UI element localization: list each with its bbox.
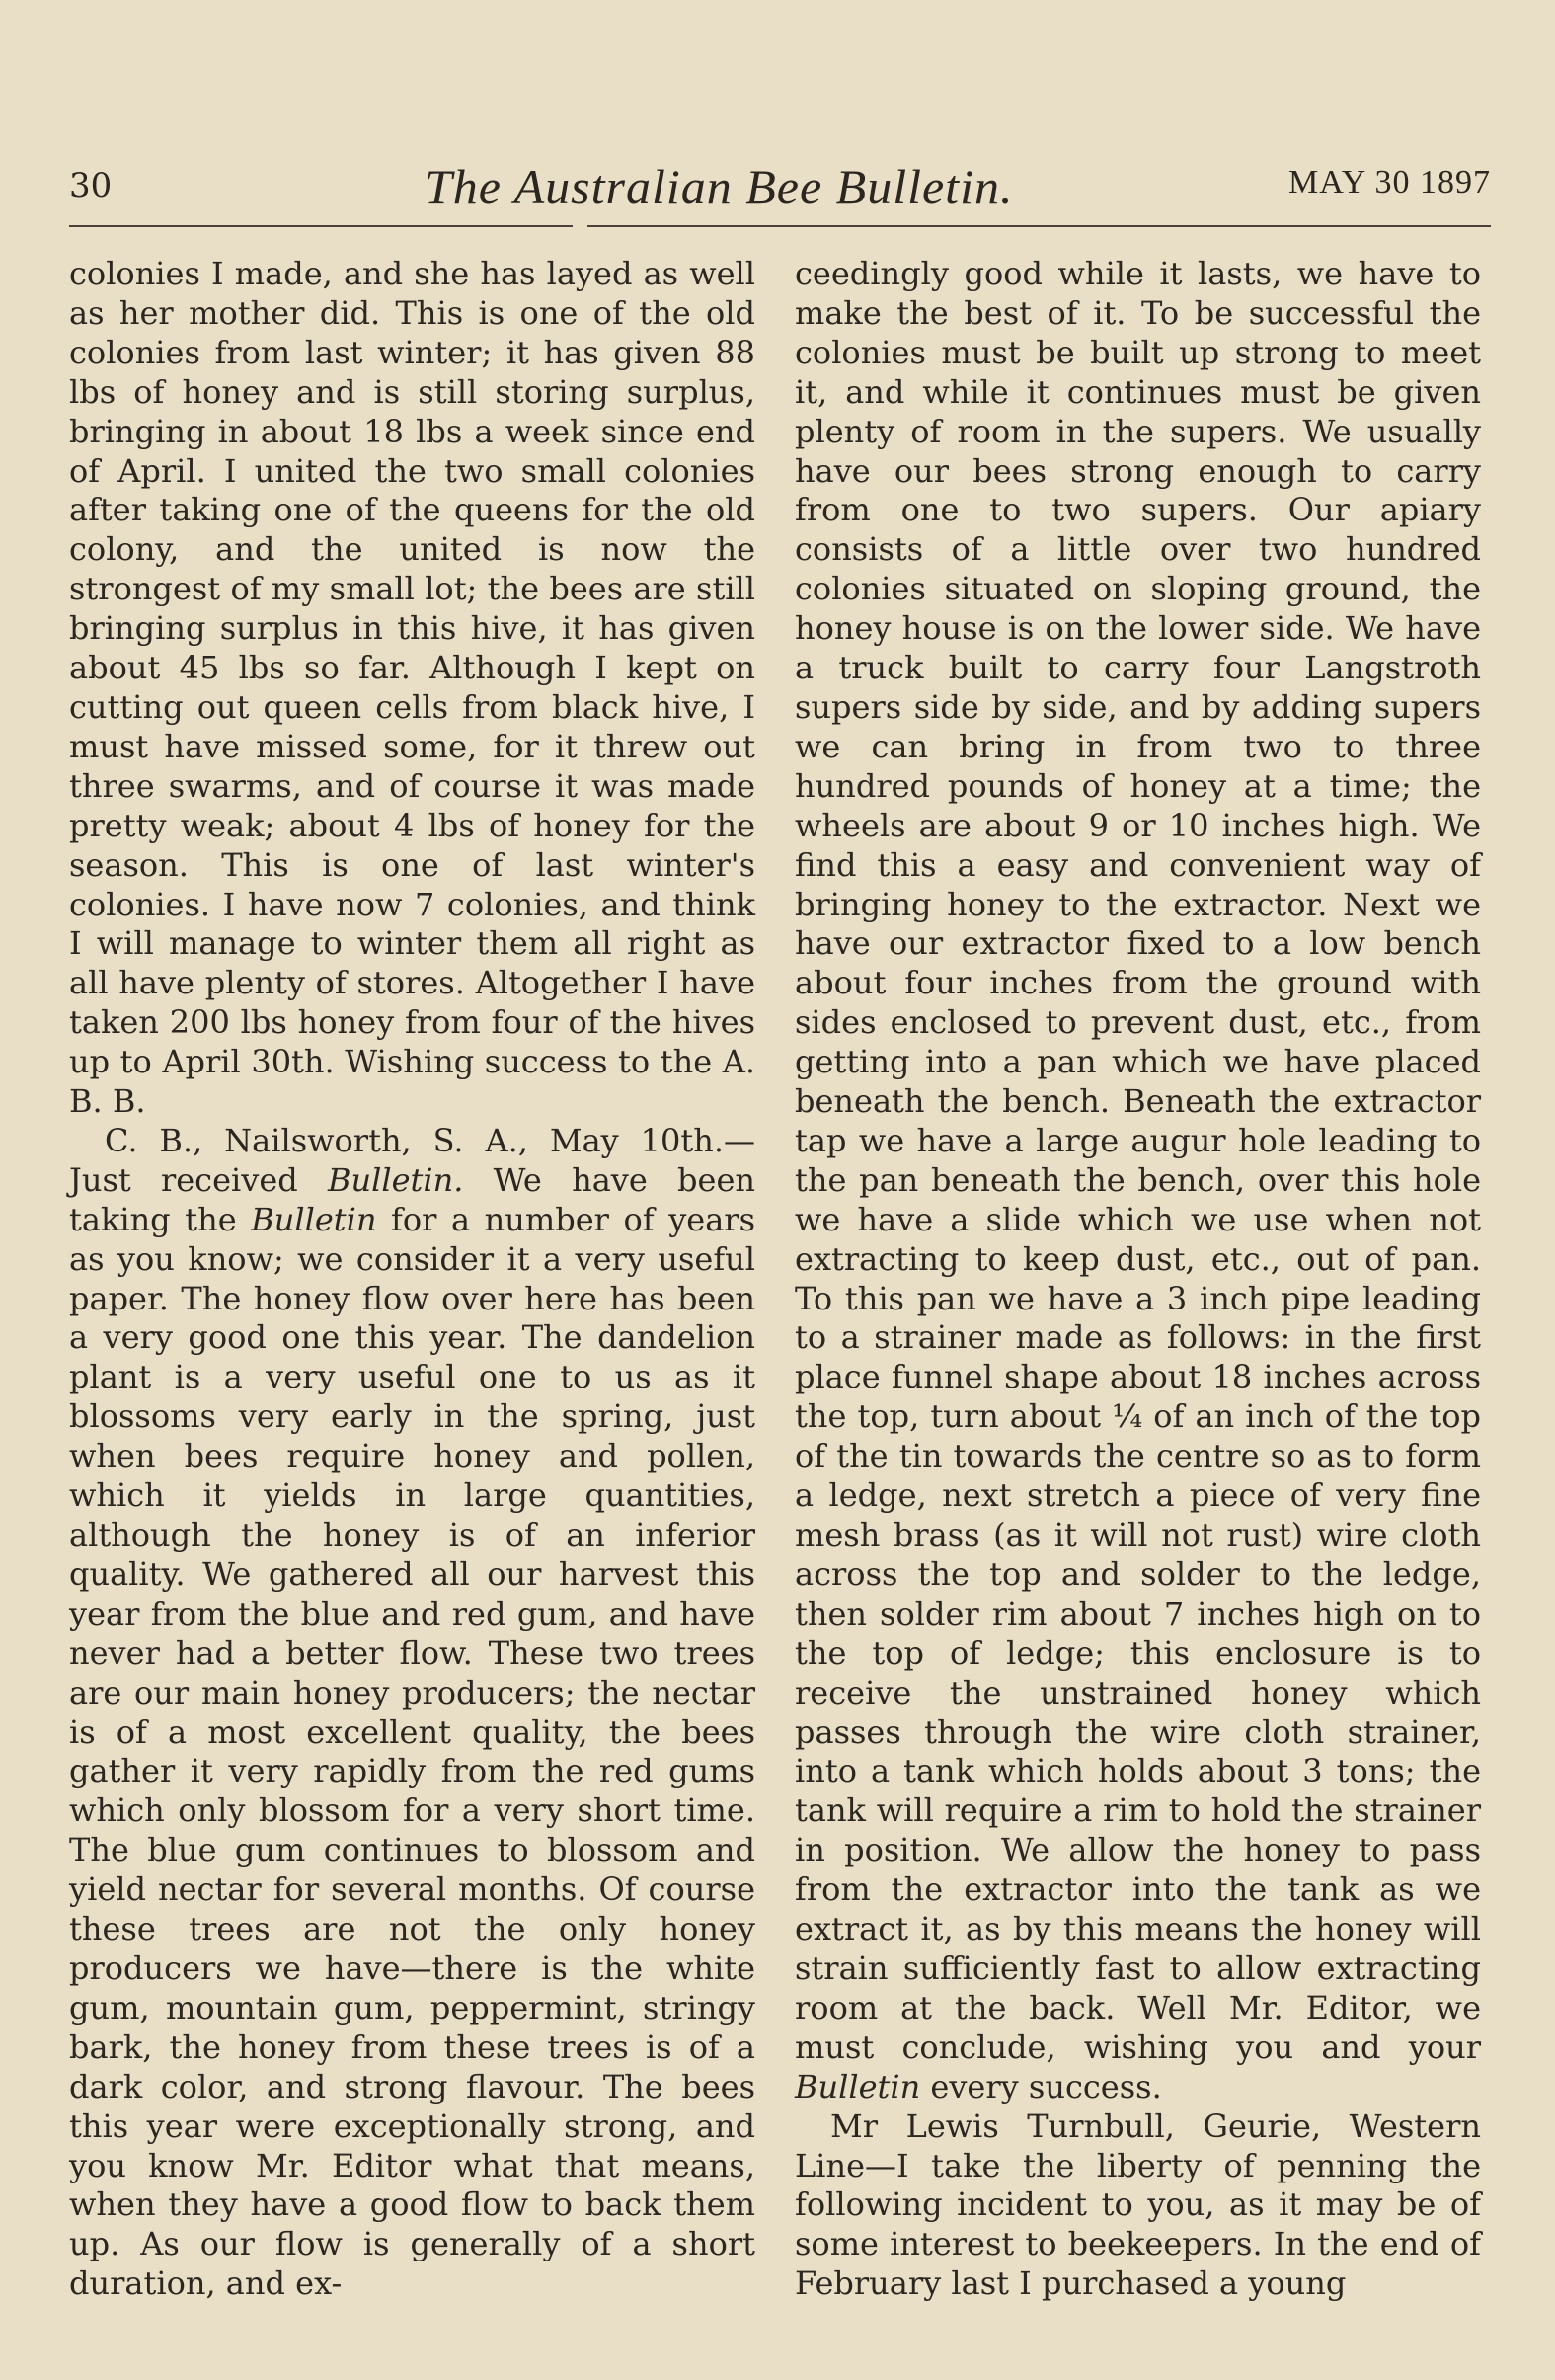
text-run: C. B., Nailsworth, S. A., May 10th.— Just received [69,1121,755,1199]
paragraph-extractor-description [795,255,1481,2107]
header-rule-right [587,225,1491,227]
page-header [69,158,1491,217]
journal-title: The Australian Bee Bulletin. [425,159,1014,214]
paragraph-nailsworth-letter [69,1122,755,2304]
text-run: every success. [920,2067,1162,2105]
page-number: 30 [69,166,113,205]
text-run: ceedingly good while it lasts, we have to make the best of it. To be successful the colonies must be built up strong to meet it, and while it continues must be given plenty of room in the supers. We usually have our bees strong enough to carry from one to two supers. Our apiary consists of a little over two hundred colonies situated on sloping ground, the honey house is on the lower side. We have a truck built to carry four Langstroth supers side by side, and by adding supers we can bring in from two to three hundred pounds of honey at a time; the wheels are about 9 or 10 inches high. We find this a easy and convenient way of bringing honey to the extractor. Next we have our extractor fixed to a low bench about four inches from the ground with sides enclosed to prevent dust, etc., from getting into a pan which we have placed beneath the bench. Beneath the extractor tap we have a large augur hole leading to the pan beneath the bench, over this hole we have a slide which we use when not extracting to keep dust, etc., out of pan. To this pan we have a 3 inch pipe leading to a strainer made as follows: in the first place funnel shape about 18 inches across the top, turn about ¼ of an inch of the top of the tin towards the centre so as to form a ledge, next stretch a piece of very fine mesh brass (as it will not rust) wire cloth across the top and solder to the ledge, then solder rim about 7 inches high on to the top of ledge; this enclosure is to receive the unstrained honey which passes through the wire cloth strainer, into a tank which holds about 3 tons; the tank will require a rim to hold the strainer in position. We allow the honey to pass from the extractor into the tank as we extract it, as by this means the honey will strain sufficiently fast to allow extracting room at the back. Well Mr. Editor, we must conclude, wishing you and your [795,255,1481,2066]
left-column [69,255,755,2304]
bulletin-title-italic: Bulletin [795,2067,921,2105]
issue-date: MAY 30 1897 [1288,164,1491,200]
header-rule-left [69,225,573,227]
text-run: We have been taking the [69,1160,756,1238]
right-column [795,255,1481,2304]
paragraph-turnbull-letter: Mr Lewis Turnbull, Geurie, Western Line—I take the liberty of penning the following incident to you, as it may be of some interest to beekeepers. In the end of February last I purchased a young [795,2106,1481,2303]
bulletin-title-italic: Bulletin. [328,1160,464,1199]
paragraph-letter-end: colonies I made, and she has layed as well as her mother did. This is one of the old colonies from last winter; it has given 88 lbs of honey and is still storing surplus, bringing in about 18 lbs a week since end of April. I united the two small colonies after taking one of the queens for the old colony, and the united is now the strongest of my small lot; the bees are still bringing surplus in this hive, it has given about 45 lbs so far. Although I kept on cutting out queen cells from black hive, I must have missed some, for it threw out three swarms, and of course it was made pretty weak; about 4 lbs of honey for the season. This is one of last winter's colonies. I have now 7 colonies, and think I will manage to winter them all right as all have plenty of stores. Altogether I have taken 200 lbs honey from four of the hives up to April 30th. Wishing success to the A. B. B. [69,255,755,1121]
bulletin-title-italic: Bulletin [251,1200,377,1238]
text-run: for a number of years as you know; we consider it a very useful paper. The honey flow over here has been a very good one this year. The dandelion plant is a very useful one to us as it blossoms very early in the spring, just when bees require honey and pollen, which it yields in large quantities, although the honey is of an inferior quality. We gathered all our harvest this year from the blue and red gum, and have never had a better flow. These two trees are our main honey producers; the nectar is of a most excellent quality, the bees gather it very rapidly from the red gums which only blossom for a very short time. The blue gum continues to blossom and yield nectar for several months. Of course these trees are not the only honey producers we have—there is the white gum, mountain gum, peppermint, stringy bark, the honey from these trees is of a dark color, and strong flavour. The bees this year were exceptionally strong, and you know Mr. Editor what that means, when they have a good flow to back them up. As our flow is generally of a short duration, and ex- [69,1200,756,2303]
